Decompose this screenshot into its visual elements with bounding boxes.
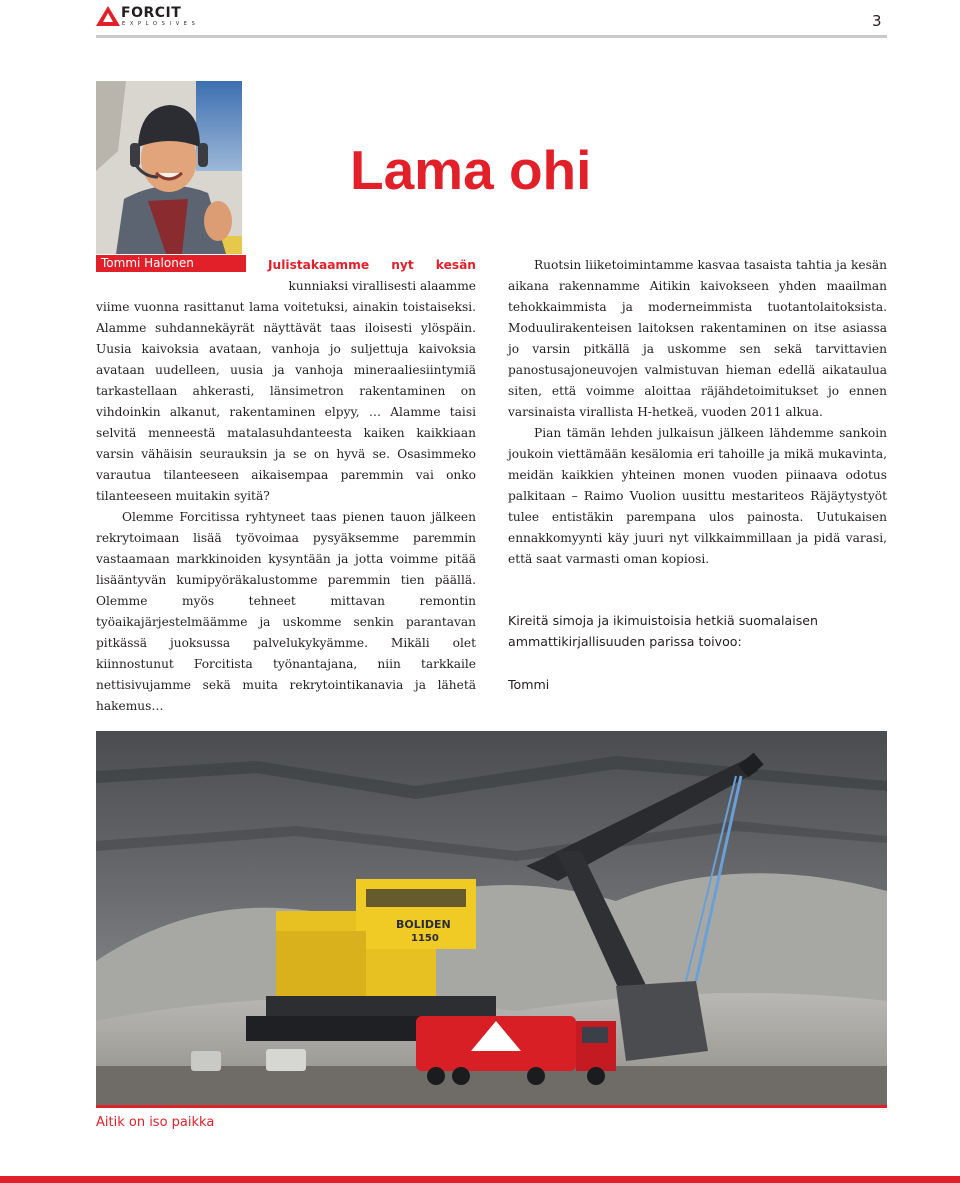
- article-title: Lama ohi: [350, 139, 592, 201]
- paragraph: viime vuonna rasittanut lama voitetuksi, ainakin toistaiseksi. Alamme suhdannekäyrät näyttävät taas iloisesti ylöspäin. Uusia kaivoksia avataan, vanhoja jo suljettuja kaivoksia avataan uudelleen, uusia ja vanhoja mineraaliesiintymiä tarkastellaan ahkerasti, länsimetron rakentaminen on vihdoinkin alkanut, rakentaminen elpyy, … Alamme taisi selvitä menneestä matalasuhdanteesta kaiken kaikkiaan varsin vähäisin seurauksin ja se on hyvä se. Osasimmeko varautua tilanteeseen aikaisempaa paremmin vai onko tilanteeseen muitakin syitä?: [96, 300, 476, 503]
- paragraph: Ruotsin liiketoimintamme kasvaa tasaista tahtia ja kesän aikana rakennamme Aitikin kaivokseen yhden maailman tehokkaimmista ja moderneimmista tuotantolaitoksista. Moduulirakenteisen laitoksen rakentaminen on itse asiassa jo varsin pitkällä ja uskomme sen sekä tarvittavien panostusajoneuvojen valmistuvan hieman edellä aikataulua siten, että voimme aloittaa räjähdetoimitukset jo ennen varsinaista virallista H-hetkeä, vuoden 2011 alkua.: [508, 258, 887, 419]
- header-divider: [96, 35, 887, 38]
- brand-subtitle: EXPLOSIVES: [122, 21, 200, 27]
- machine-label: BOLIDEN: [396, 918, 451, 931]
- left-column: [96, 297, 476, 717]
- forcit-triangle-icon: [96, 6, 120, 26]
- portrait-caption: [96, 255, 246, 272]
- paragraph: Olemme Forcitissa ryhtyneet taas pienen tauon jälkeen rekrytoimaan lisää työvoimaa pysyäksemme paremmin vastaamaan markkinoiden kysyntään ja jotta voimme pitää lisääntyvän kumipyöräkalustomme paremmin tien päällä. Olemme myös tehneet mittavan remontin työaikajärjestelmäämme ja uskomme senkin parantavan pitkässä juoksussa palvelukykyämme. Mikäli olet kiinnostunut Forcitista työnantajana, niin tarkkaile nettisivujamme sekä muita rekrytointikanavia ja lähetä hakemus…: [96, 510, 476, 713]
- right-column: [508, 255, 887, 570]
- lead-rest: kunniaksi virallisesti alaamme: [288, 279, 476, 293]
- lead-paragraph: [268, 255, 476, 297]
- mine-excavator-photo: [96, 731, 887, 1105]
- author-name: Tommi Halonen: [101, 256, 194, 270]
- author-portrait: [96, 81, 242, 254]
- photo-caption: Aitik on iso paikka: [96, 1115, 215, 1130]
- forcit-logo: [96, 6, 206, 28]
- machine-number: 1150: [411, 933, 439, 944]
- photo-divider: [96, 1105, 887, 1108]
- footer-bar: [0, 1176, 960, 1183]
- page-number: 3: [872, 12, 882, 30]
- brand-name: FORCIT: [121, 5, 182, 21]
- closing-greeting: Kireitä simoja ja ikimuistoisia hetkiä suomalaisen ammattikirjallisuuden parissa toivoo:: [508, 613, 818, 649]
- lead-text: Julistakaamme nyt kesän: [268, 258, 476, 272]
- signature: Tommi: [508, 677, 550, 692]
- paragraph: Pian tämän lehden julkaisun jälkeen lähdemme sankoin joukoin viettämään kesälomia eri tahoille ja mikä mukavinta, meidän kaikkien yhteinen monen vuoden piinaava odotus palkitaan – Raimo Vuolion uusittu mestariteos Räjäytystyöt tulee entistäkin parempana ulos painosta. Uutukaisen ennakkomyynti käy juuri nyt vilkkaimmillaan ja pidä varasi, että saat varmasti oman kopiosi.: [508, 426, 887, 566]
